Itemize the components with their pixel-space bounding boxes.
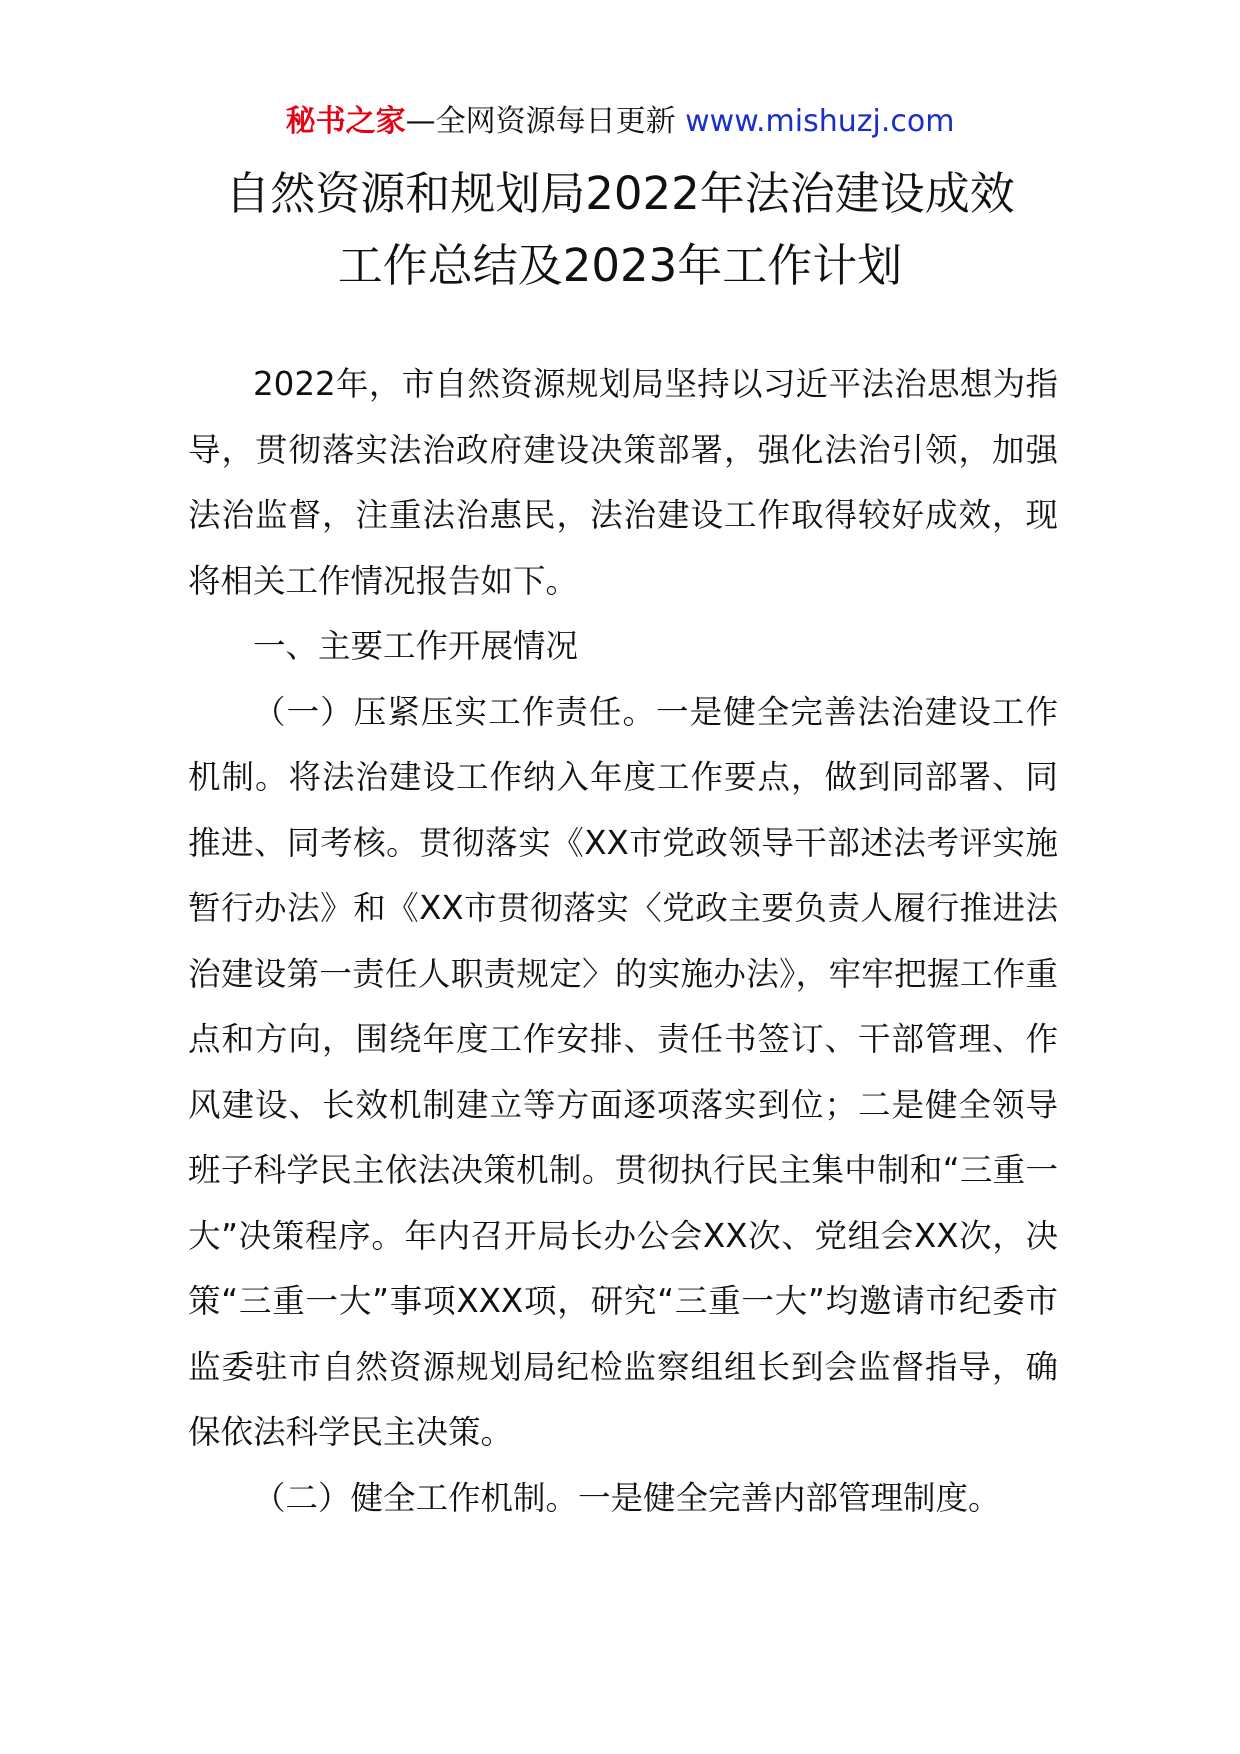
section-heading: 一、主要工作开展情况 bbox=[253, 627, 579, 665]
document-body bbox=[188, 352, 1058, 1531]
body-paragraph: （一）压紧压实工作责任。一是健全完善法治建设工作机制。将法治建设工作纳入年度工作要点，做到同部署、同推进、同考核。贯彻落实《XX市党政领导干部述法考评实施暂行办法》和《XX市贯彻落实〈党政主要负责人履行推进法治建设第一责任人职责规定〉的实施办法》，牢牢把握工作重点和方向，围绕年度工作安排、责任书签订、干部管理、作风建设、长效机制建立等方面逐项落实到位；二是健全领导班子科学民主依法决策机制。贯彻执行民主集中制和“三重一大”决策程序。年内召开局长办公会XX次、党组会XX次，决策“三重一大”事项XXX项，研究“三重一大”均邀请市纪委市监委驻市自然资源规划局纪检监察组组长到会监督指导，确保依法科学民主决策。 bbox=[188, 692, 1058, 1451]
header-tagline: —全网资源每日更新 bbox=[405, 104, 686, 139]
brand-name: 秘书之家 bbox=[285, 104, 406, 139]
site-header bbox=[0, 100, 1240, 144]
document-title bbox=[0, 158, 1240, 302]
title-line-1: 自然资源和规划局2022年法治建设成效 bbox=[225, 167, 1015, 220]
intro-paragraph: 2022年，市自然资源规划局坚持以习近平法治思想为指导，贯彻落实法治政府建设决策部署，强化法治引领，加强法治监督，注重法治惠民，法治建设工作取得较好成效，现将相关工作情况报告如下。 bbox=[188, 365, 1058, 600]
body-paragraph-partial: （二）健全工作机制。一是健全完善内部管理制度。 bbox=[253, 1478, 1001, 1517]
title-line-2: 工作总结及2023年工作计划 bbox=[337, 239, 903, 292]
site-url-link[interactable]: www.mishuzj.com bbox=[685, 104, 955, 139]
